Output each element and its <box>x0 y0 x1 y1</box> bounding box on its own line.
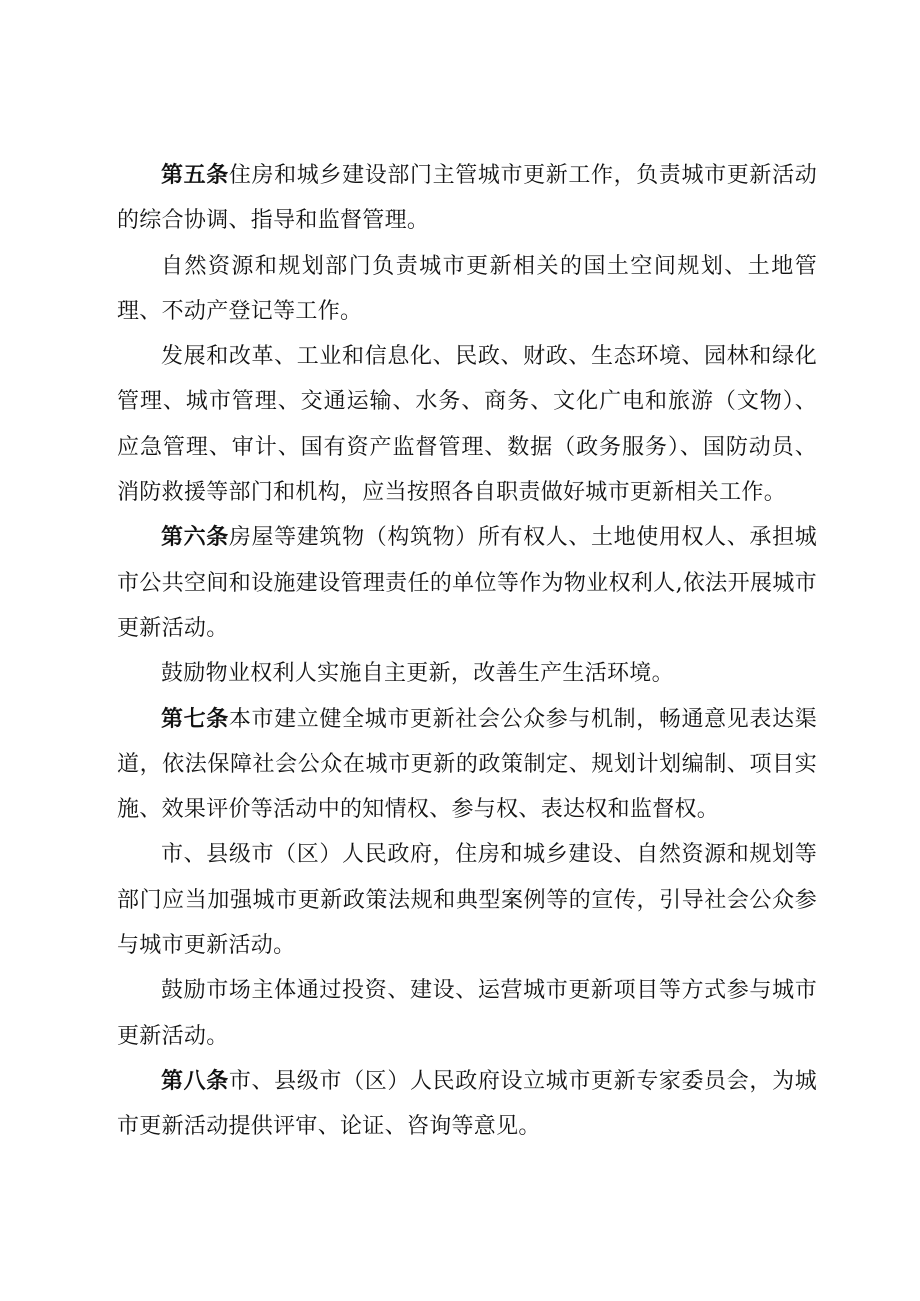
article-number: 第七条 <box>161 705 229 732</box>
article-number: 第六条 <box>161 524 229 551</box>
paragraph-text: 鼓励物业权利人实施自主更新，改善生产生活环境。 <box>161 661 674 687</box>
document-page <box>117 153 817 1150</box>
paragraph-text: 发展和改革、工业和信息化、民政、财政、生态环境、园林和绿化管理、城市管理、交通运输、水务、商务、文化广电和旅游（文物）、应急管理、审计、国有资产监督管理、数据（政务服务）、国防动员、消防救援等部门和机构，应当按照各自职责做好城市更新相关工作。 <box>117 344 817 506</box>
paragraph-text: 住房和城乡建设部门主管城市更新工作，负责城市更新活动的综合协调、指导和监督管理。 <box>117 163 817 234</box>
article-5-paragraph <box>117 153 817 244</box>
article-7-clause-2 <box>117 832 817 968</box>
article-5-clause-3 <box>117 334 817 515</box>
paragraph-text: 市、县级市（区）人民政府，住房和城乡建设、自然资源和规划等部门应当加强城市更新政策法规和典型案例等的宣传，引导社会公众参与城市更新活动。 <box>117 842 817 959</box>
article-number: 第八条 <box>161 1067 229 1094</box>
article-7-paragraph <box>117 697 817 833</box>
article-6-paragraph <box>117 515 817 651</box>
paragraph-text: 房屋等建筑物（构筑物）所有权人、土地使用权人、承担城市公共空间和设施建设管理责任的单位等作为物业权利人,依法开展城市更新活动。 <box>117 525 817 641</box>
paragraph-text: 市、县级市（区）人民政府设立城市更新专家委员会，为城市更新活动提供评审、论证、咨询等意见。 <box>117 1068 817 1140</box>
article-7-clause-3 <box>117 968 817 1059</box>
article-6-clause-2 <box>117 651 817 696</box>
article-number: 第五条 <box>161 162 229 188</box>
article-8-paragraph <box>117 1059 817 1150</box>
paragraph-text: 本市建立健全城市更新社会公众参与机制，畅通意见表达渠道，依法保障社会公众在城市更新的政策制定、规划计划编制、项目实施、效果评价等活动中的知情权、参与权、表达权和监督权。 <box>117 706 817 823</box>
paragraph-text: 自然资源和规划部门负责城市更新相关的国土空间规划、土地管理、不动产登记等工作。 <box>117 253 817 324</box>
paragraph-text: 鼓励市场主体通过投资、建设、运营城市更新项目等方式参与城市更新活动。 <box>117 978 817 1049</box>
article-5-clause-2 <box>117 244 817 335</box>
